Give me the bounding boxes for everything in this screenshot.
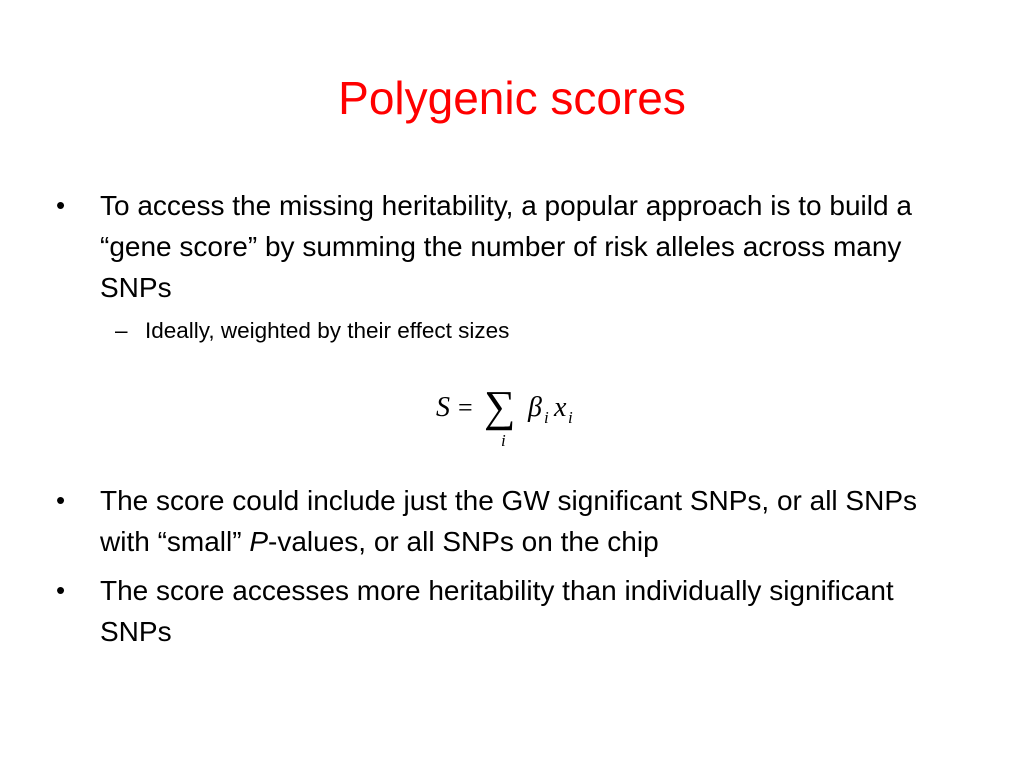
sub-bullet-glyph: – xyxy=(115,318,128,343)
bullet-text-italic: P xyxy=(249,526,269,557)
formula-lhs: S xyxy=(436,392,450,423)
formula-x: x xyxy=(554,392,567,423)
bullet-text: To access the missing heritability, a popular approach is to build a “gene score” by summing the number of risk alleles across many SNPs xyxy=(100,190,912,303)
formula-beta: β xyxy=(528,392,542,423)
bullet-item xyxy=(56,570,960,652)
bullet-text-part: -values, or all SNPs on the chip xyxy=(268,526,659,557)
bullet-glyph: • xyxy=(56,575,66,605)
formula-equals: = xyxy=(458,393,473,422)
bullet-glyph: • xyxy=(56,190,66,220)
sub-bullet-text: Ideally, weighted by their effect sizes xyxy=(145,318,510,343)
bullet-text: The score accesses more heritability than individually significant SNPs xyxy=(100,575,894,647)
formula-x-subscript: i xyxy=(568,408,573,427)
bullet-glyph: • xyxy=(56,485,66,515)
score-formula xyxy=(436,382,596,455)
bullet-text-part: The score could include just the GW significant SNPs, or all SNPs with “small” xyxy=(100,485,918,557)
formula-sum-index: i xyxy=(501,431,506,450)
slide-title: Polygenic scores xyxy=(338,72,686,124)
formula-sum-symbol: ∑ xyxy=(484,382,516,431)
sub-bullet-item xyxy=(115,316,945,346)
bullet-item xyxy=(56,480,960,562)
bullet-item xyxy=(56,185,960,308)
formula-beta-subscript: i xyxy=(544,408,549,427)
